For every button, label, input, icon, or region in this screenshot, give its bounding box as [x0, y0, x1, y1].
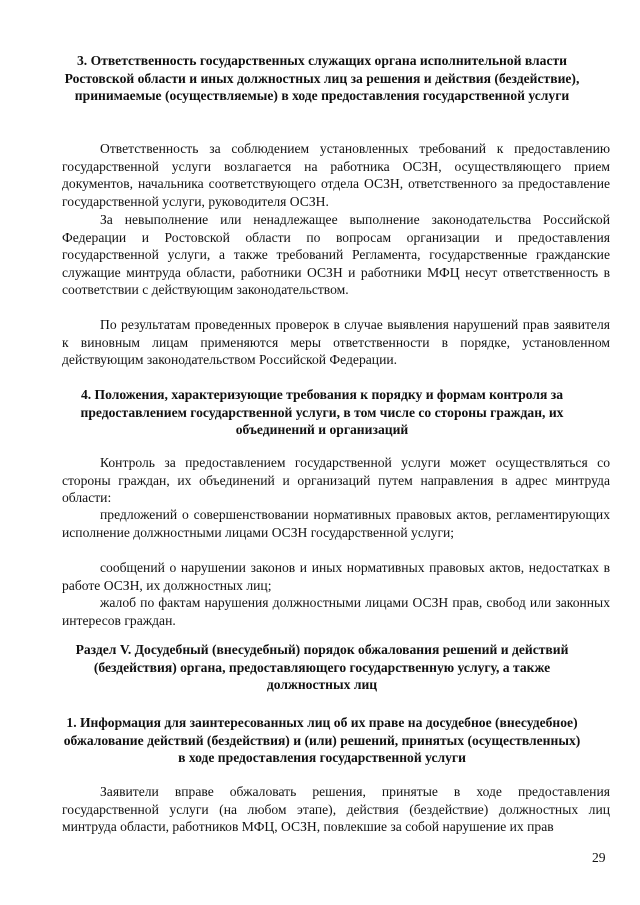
section-4-paragraph-4: жалоб по фактам нарушения должностными лицами ОСЗН прав, свобод или законных интересов граждан. — [62, 595, 610, 628]
section-4-paragraph-3: сообщений о нарушении законов и иных нормативных правовых актов, недостатках в работе ОСЗН, их должностных лиц; — [62, 560, 610, 593]
part-5-subsection-1-paragraph-1: Заявители вправе обжаловать решения, принятые в ходе предоставления государственной услуги (на любом этапе), действия (бездействие) должностных лиц минтруда области, работников МФЦ, ОСЗН, повлекшие за собой нарушение их прав — [62, 784, 610, 835]
section-3-paragraph-3: По результатам проведенных проверок в случае выявления нарушений прав заявителя к виновным лицам применяются меры ответственности в порядке, установленном действующим законодательством Российской Федерации. — [62, 317, 610, 368]
section-4-paragraph-1: Контроль за предоставлением государственной услуги может осуществляться со стороны граждан, их объединений и организаций путем направления в адрес минтруда области: — [62, 455, 610, 506]
part-5-heading: Раздел V. Досудебный (внесудебный) порядок обжалования решений и действий (бездействия) органа, предоставляющего государственную услугу, а также должностных лиц — [75, 642, 569, 693]
section-3-paragraph-2: За невыполнение или ненадлежащее выполнение законодательства Российской Федерации и Ростовской области по вопросам организации и предоставления государственной услуги, а также требований Регламента, государственные гражданские служащие минтруда области, работники ОСЗН и работники МФЦ несут ответственность в соответствии с действующим законодательством. — [62, 212, 610, 298]
part-5-subsection-1-heading: 1. Информация для заинтересованных лиц об их праве на досудебное (внесудебное) обжалование действий (бездействия) и (или) решений, принятых (осуществленных) в ходе предоставления государственной услуги — [63, 715, 581, 766]
section-4-paragraph-2: предложений о совершенствовании нормативных правовых актов, регламентирующих исполнение должностными лицами ОСЗН государственной услуги; — [62, 507, 610, 540]
section-3-heading: 3. Ответственность государственных служащих органа исполнительной власти Ростовской области и иных должностных лиц за решения и действия (бездействие), принимаемые (осуществляемые) в ходе предоставления государственной услуги — [64, 53, 580, 104]
section-3-paragraph-1: Ответственность за соблюдением установленных требований к предоставлению государственной услуги возлагается на работника ОСЗН, осуществляющего прием документов, начальника соответствующего отдела ОСЗН, ответственного за предоставление государственной услуги, руководителя ОСЗН. — [62, 141, 610, 209]
section-4-heading: 4. Положения, характеризующие требования к порядку и формам контроля за предоставлением государственной услуги, в том числе со стороны граждан, их объединений и организаций — [80, 387, 564, 438]
page-number: 29 — [592, 850, 606, 865]
